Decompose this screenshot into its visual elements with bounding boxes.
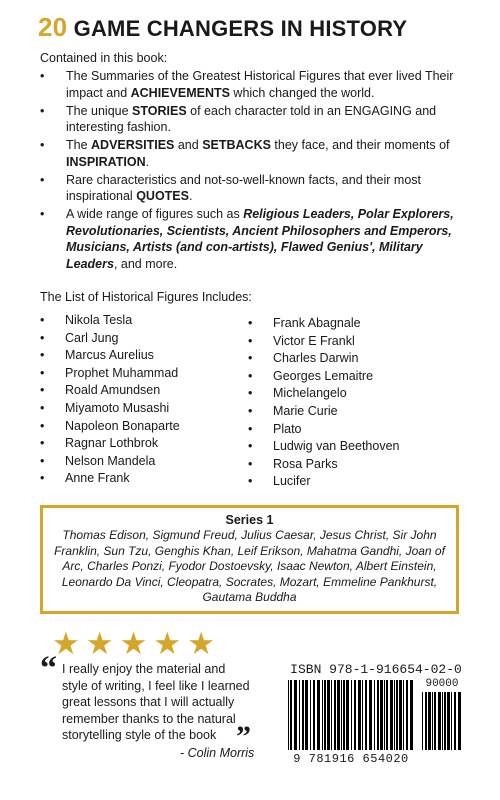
bullet-mark: • — [248, 439, 253, 454]
star-rating — [52, 628, 215, 659]
barcode-bar — [432, 692, 433, 750]
review-text: I really enjoy the material and style of writing, I feel like I learned great lessons that I will actually remember thanks to the natural storytelling style of the book — [62, 662, 250, 742]
barcode-bar — [396, 680, 398, 750]
barcode-bar — [341, 680, 342, 750]
barcode-bar — [422, 692, 423, 750]
feature-item — [40, 68, 460, 101]
bullet-mark: • — [40, 418, 45, 433]
figure-item — [248, 385, 458, 403]
feature-item — [40, 137, 460, 170]
barcode-bar — [302, 680, 304, 750]
price-barcode-bars — [421, 692, 463, 750]
title-number: 20 — [38, 12, 68, 42]
figure-item — [40, 330, 250, 348]
barcode-bar — [331, 680, 332, 750]
barcode-bar — [351, 680, 352, 750]
figures-list-left — [40, 312, 253, 488]
barcode-bar — [403, 680, 404, 750]
figure-item — [40, 435, 250, 453]
feature-text: . — [145, 154, 150, 169]
series-figures: Thomas Edison, Sigmund Freud, Julius Caesar, Jesus Christ, Sir John Franklin, Sun Tzu, Genghis Khan, Leif Erikson, Mahatma Gandhi, Joan of Arc, Charles Ponzi, Fyodor Dostoevsky, Isaac Newton, Albert Einstein, Leonardo Da Vinci, Cleopatra, Socrates, Mozart, Emmeline Pankhurst, Gautama Buddha — [54, 528, 445, 604]
figures-list-title: The List of Historical Figures Includes: — [40, 290, 252, 304]
bullet-mark: • — [40, 172, 45, 187]
barcode-bar — [447, 692, 450, 750]
feature-text: INSPIRATION — [66, 154, 146, 169]
figure-item — [248, 333, 458, 351]
bullet-mark: • — [40, 383, 45, 398]
barcode-bar — [390, 680, 393, 750]
feature-item — [40, 172, 460, 205]
bullet-mark: • — [248, 474, 253, 489]
feature-text: Religious Leaders, Polar Explorers, Revolutionaries, Scientists, Ancient Philosophers and Emperors, Musicians, Artists (and con-artists), Flawed Genius', Military Leaders — [66, 207, 454, 271]
barcode-bar — [310, 680, 311, 750]
figure-name: Miyamoto Musashi — [65, 400, 170, 415]
barcode-bar — [374, 680, 375, 750]
bullet-mark: • — [40, 103, 45, 118]
feature-text: The unique — [66, 103, 133, 118]
barcode-bar — [327, 680, 330, 750]
figures-list-right — [248, 315, 458, 491]
figure-name: Marie Curie — [273, 403, 338, 418]
barcode-bar — [425, 692, 427, 750]
barcode-bar — [334, 680, 336, 750]
figure-item — [248, 438, 458, 456]
barcode-bar — [377, 680, 379, 750]
feature-item — [40, 206, 460, 272]
figure-name: Ragnar Lothbrok — [65, 436, 159, 451]
figure-item — [40, 365, 250, 383]
barcode-bar — [290, 680, 292, 750]
isbn-barcode — [287, 662, 465, 774]
figure-item — [40, 453, 250, 471]
figure-item — [248, 456, 458, 474]
barcode-bar — [438, 692, 441, 750]
figure-name: Ludwig van Beethoven — [273, 439, 400, 454]
intro-text: Contained in this book: — [40, 51, 168, 65]
barcode-bar — [346, 680, 349, 750]
bullet-mark: • — [248, 386, 253, 401]
barcode-digits: 9 781916 654020 — [293, 752, 409, 766]
feature-text: . — [188, 189, 193, 203]
barcode-bar — [399, 680, 402, 750]
series-box — [40, 505, 459, 614]
figure-item — [248, 421, 458, 439]
star-icon: ★ — [85, 626, 114, 661]
barcode-bar — [343, 680, 345, 750]
figure-name: Victor E Frankl — [273, 333, 355, 348]
barcode-bar — [358, 680, 361, 750]
barcode-bar — [362, 680, 363, 750]
isbn-number: ISBN 978-1-916654-02-0 — [290, 662, 462, 677]
figure-item — [40, 400, 250, 418]
bullet-mark: • — [40, 207, 45, 221]
figure-name: Napoleon Bonaparte — [65, 418, 180, 433]
figure-item — [40, 470, 250, 488]
feature-text: of each character told in an ENGAGING and interesting fashion. — [66, 103, 437, 134]
barcode-bar — [442, 692, 443, 750]
bullet-mark: • — [248, 421, 253, 436]
quote-close-mark: ” — [236, 720, 251, 753]
bullet-mark: • — [248, 316, 253, 330]
star-icon: ★ — [187, 626, 215, 661]
quote-open-mark: “ — [40, 650, 57, 687]
figure-name: Nelson Mandela — [65, 453, 156, 468]
barcode-bar — [322, 680, 323, 750]
bullet-mark: • — [40, 69, 45, 83]
star-icon: ★ — [153, 626, 182, 661]
figure-item — [40, 382, 250, 400]
figure-name: Carl Jung — [65, 330, 119, 345]
feature-text: The — [66, 138, 92, 152]
figure-item — [40, 347, 250, 365]
barcode-bar — [451, 692, 452, 750]
feature-text: STORIES — [132, 103, 187, 118]
figure-name: Charles Darwin — [273, 351, 359, 366]
barcode-bar — [380, 680, 383, 750]
bullet-mark: • — [40, 138, 45, 152]
feature-text: ADVERSITIES — [91, 138, 175, 152]
barcode-bar — [294, 680, 297, 750]
feature-text: Rare characteristics and not-so-well-known facts, and their most inspirational — [66, 172, 422, 203]
bullet-mark: • — [40, 313, 45, 327]
figure-name: Prophet Muhammad — [65, 365, 179, 380]
barcode-bar — [337, 680, 340, 750]
figure-name: Frank Abagnale — [273, 316, 361, 330]
figure-item — [248, 368, 458, 386]
figure-item — [248, 350, 458, 368]
barcode-bar — [299, 680, 300, 750]
feature-item — [40, 103, 460, 136]
figure-name: Roald Amundsen — [65, 383, 161, 398]
cover-title — [38, 12, 478, 43]
bullet-mark: • — [40, 436, 45, 451]
barcode-bar — [317, 680, 320, 750]
bullet-mark: • — [40, 400, 45, 415]
feature-text: and — [174, 138, 203, 152]
barcode-bar — [434, 692, 436, 750]
feature-text: QUOTES — [136, 189, 189, 203]
bullet-mark: • — [248, 403, 253, 418]
feature-list — [40, 68, 460, 274]
figure-name: Georges Lemaitre — [273, 368, 374, 383]
barcode-bar — [324, 680, 326, 750]
barcode-bar — [386, 680, 388, 750]
bullet-mark: • — [40, 471, 45, 486]
figure-name: Plato — [273, 421, 302, 436]
barcode-bar — [428, 692, 431, 750]
star-icon: ★ — [52, 626, 80, 661]
barcode-bar — [406, 680, 408, 750]
barcode-bar — [288, 680, 289, 750]
figure-item — [40, 312, 250, 330]
bullet-mark: • — [40, 330, 45, 345]
feature-text: they face, and their moments of — [270, 138, 450, 152]
review-author: - Colin Morris — [180, 746, 255, 760]
figure-name: Marcus Aurelius — [65, 348, 154, 363]
feature-text: ACHIEVEMENTS — [130, 85, 230, 100]
bullet-mark: • — [248, 368, 253, 383]
figure-name: Michelangelo — [273, 386, 347, 401]
price-code: 90000 — [425, 678, 459, 690]
title-text: GAME CHANGERS IN HISTORY — [67, 16, 408, 41]
feature-text: The Summaries of the Greatest Historical Figures that ever lived Their impact and — [66, 69, 454, 100]
barcode-bar — [305, 680, 308, 750]
figure-name: Rosa Parks — [273, 456, 338, 471]
barcode-bar — [365, 680, 367, 750]
series-title: Series 1 — [225, 513, 274, 527]
figure-name: Anne Frank — [65, 471, 130, 486]
barcode-bar — [444, 692, 446, 750]
star-icon: ★ — [119, 626, 148, 661]
figure-name: Nikola Tesla — [65, 313, 133, 327]
bullet-mark: • — [248, 456, 253, 471]
barcode-bar — [369, 680, 372, 750]
figure-item — [248, 473, 458, 491]
feature-text: A wide range of figures such as — [66, 207, 244, 221]
bullet-mark: • — [40, 453, 45, 468]
bullet-mark: • — [40, 365, 45, 380]
barcode-bar — [454, 692, 456, 750]
figure-item — [248, 403, 458, 421]
barcode-bars — [287, 680, 415, 750]
figure-item — [40, 418, 250, 436]
figure-item — [248, 315, 458, 333]
barcode-bar — [410, 680, 413, 750]
figure-name: Lucifer — [273, 474, 311, 489]
barcode-bar — [384, 680, 385, 750]
feature-text: SETBACKS — [202, 138, 271, 152]
barcode-bar — [458, 692, 461, 750]
feature-text: which changed the world. — [229, 85, 375, 100]
barcode-bar — [354, 680, 356, 750]
barcode-bar — [394, 680, 395, 750]
bullet-mark: • — [248, 351, 253, 366]
bullet-mark: • — [248, 333, 253, 348]
bullet-mark: • — [40, 348, 45, 363]
barcode-bar — [313, 680, 315, 750]
feature-text: , and more. — [113, 256, 178, 271]
